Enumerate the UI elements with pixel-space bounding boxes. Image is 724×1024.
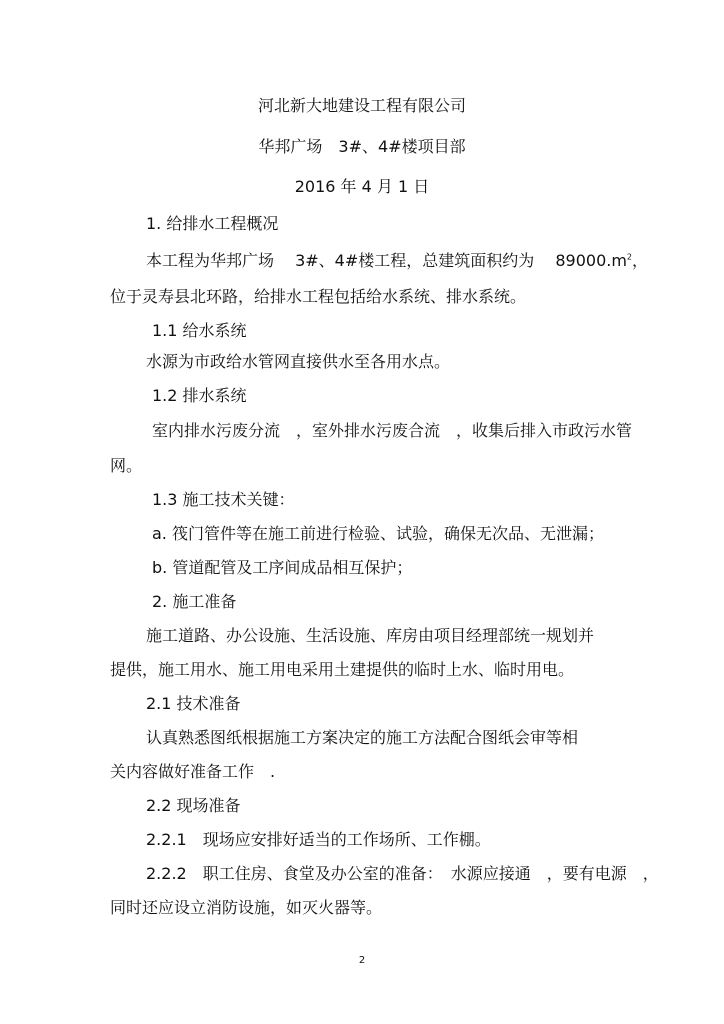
section-1-text-a: 本工程为华邦广场 3#、4#楼工程，总建筑面积约为 89000.m	[146, 251, 627, 270]
document-date: 2016 年 4 月 1 日	[294, 177, 430, 196]
section-2-2-1-text: 2.2.1 现场应安排好适当的工作场所、工作棚。	[146, 830, 491, 849]
section-2-2-heading: 2.2 现场准备	[146, 796, 241, 815]
section-1-1-heading: 1.1 给水系统	[152, 321, 247, 340]
section-2-1-heading: 2.1 技术准备	[146, 694, 241, 713]
section-2-2-2-line-2: 同时还应设立消防设施，如灭火器等。	[110, 898, 383, 917]
section-1-paragraph-line-2: 位于灵寿县北环路，给排水工程包括给水系统、排水系统。	[110, 287, 527, 306]
section-2-line-2: 提供，施工用水、施工用电采用土建提供的临时上水、临时用电。	[110, 660, 575, 679]
company-name: 河北新大地建设工程有限公司	[257, 96, 466, 115]
section-1-3-item-a: a. 筏门管件等在施工前进行检验、试验，确保无次品、无泄漏；	[152, 524, 604, 543]
section-1-2-heading: 1.2 排水系统	[152, 386, 247, 405]
section-1-3-heading: 1.3 施工技术关键：	[152, 490, 295, 509]
section-2-1-line-2: 关内容做好准备工作 .	[110, 762, 276, 781]
section-1-heading: 1. 给排水工程概况	[146, 214, 279, 233]
section-1-paragraph-line-1	[146, 250, 648, 272]
project-department: 华邦广场 3#、4#楼项目部	[258, 137, 466, 156]
section-1-text-b: ，	[632, 251, 649, 270]
section-1-2-line-2: 网。	[110, 456, 143, 475]
section-1-2-line-1: 室内排水污废分流 ，室外排水污废合流 ，收集后排入市政污水管	[152, 421, 633, 440]
section-2-1-line-1: 认真熟悉图纸根据施工方案决定的施工方法配合图纸会审等相	[146, 728, 579, 747]
section-1-1-text: 水源为市政给水管网直接供水至各用水点。	[146, 352, 451, 371]
section-2-line-1: 施工道路、办公设施、生活设施、库房由项目经理部统一规划并	[146, 626, 595, 645]
section-2-2-2-line-1: 2.2.2 职工住房、食堂及办公室的准备： 水源应接通 ，要有电源 ，	[146, 864, 659, 883]
section-1-3-item-b: b. 管道配管及工序间成品相互保护；	[152, 558, 413, 577]
area-unit-superscript: 2	[626, 252, 633, 262]
page-number: 2	[358, 955, 366, 966]
section-2-heading: 2. 施工准备	[152, 592, 237, 611]
